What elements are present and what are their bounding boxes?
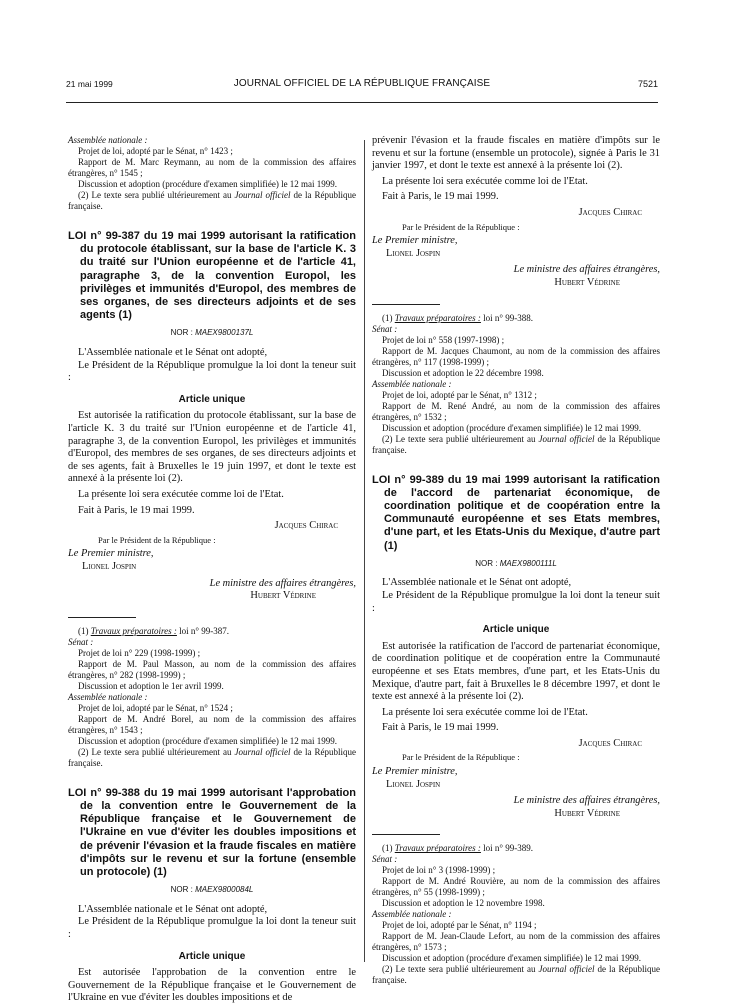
senat-label: Sénat : <box>372 323 398 334</box>
article-text: Est autorisée la ratification de l'accord de partenariat économique, de coordination politique et de coopération entre la Communauté européenne et ses Etats membres, d'une part, et les Etats-Unis du Mexique, d'autre part, fait à Bruxelles le 8 décembre 1997, et dont le texte est annexé à la présente loi (2). <box>372 640 660 703</box>
text-span: (1) <box>382 312 395 323</box>
intro-promulgation: Le Président de la République promulgue la loi dont la teneur suit : <box>68 916 356 940</box>
by-president: Par le Président de la République : <box>402 221 520 232</box>
article-text: Est autorisée l'approbation de la convention entre le Gouvernement de la République française et le Gouvernement de l'Ukraine en vue d'éviter les doubles impositions et de <box>68 967 356 1004</box>
text-span: Travaux préparatoires : <box>394 843 481 854</box>
assemblee-label: Assemblée nationale : <box>372 378 452 389</box>
text-span: loi n° 99-388. <box>480 312 534 323</box>
text-span: Travaux préparatoires : <box>394 312 481 323</box>
execution-clause: La présente loi sera exécutée comme loi de l'Etat. <box>382 706 588 718</box>
note-line: Discussion et adoption le 1er avril 1999. <box>78 680 224 691</box>
text-span: Journal officiel <box>234 746 291 757</box>
law-title: LOI n° 99-388 du 19 mai 1999 autorisant l'approbation de la convention entre le Gouvernement de la République française et le Gouvernement de l'Ukraine en vue d'éviter les doubles impositions et de prévenir l'évasion et la fraude fiscales en matière d'impôts sur le revenu et sur la fortune (ensemble un protocole) (1) <box>68 786 356 878</box>
done-at: Fait à Paris, le 19 mai 1999. <box>382 191 499 203</box>
done-at: Fait à Paris, le 19 mai 1999. <box>78 504 195 516</box>
pm-name: Lionel Jospin <box>82 560 137 572</box>
execution-clause: La présente loi sera exécutée comme loi de l'Etat. <box>382 175 588 187</box>
page-header <box>66 79 658 95</box>
pm-title: Le Premier ministre, <box>372 766 458 778</box>
pm-name: Lionel Jospin <box>386 778 441 790</box>
intro-adopted: L'Assemblée nationale et le Sénat ont adopté, <box>78 903 268 915</box>
signature-president: Jacques Chirac <box>578 737 642 749</box>
article-text-continued: prévenir l'évasion et la fraude fiscales en matière d'impôts sur le revenu et sur la fortune (ensemble un protocole), signée à Paris le 31 janvier 1997, et dont le texte est annexé à la présente loi (2). <box>372 135 660 172</box>
note-line: Rapport de M. Paul Masson, au nom de la commission des affaires étrangères, n° 282 (1998-1999) ; <box>68 658 356 680</box>
note-line: Projet de loi, adopté par le Sénat, n° 1423 ; <box>78 146 233 156</box>
signature-president: Jacques Chirac <box>274 520 338 532</box>
note-line: Discussion et adoption (procédure d'examen simplifiée) le 12 mai 1999. <box>382 422 642 433</box>
text-span: (2) Le texte sera publié ultérieurement au <box>78 746 235 757</box>
note-line: Projet de loi, adopté par le Sénat, n° 1312 ; <box>382 389 537 400</box>
by-president: Par le Président de la République : <box>98 534 216 545</box>
footnote-rule <box>68 617 136 618</box>
article-heading: Article unique <box>178 393 246 405</box>
footnotes <box>372 843 660 986</box>
assemblee-label: Assemblée nationale : <box>372 909 452 920</box>
note-line: Rapport de M. Jean-Claude Lefort, au nom de la commission des affaires étrangères, n° 1573 ; <box>372 931 660 953</box>
text-span: (2) Le texte sera publié ultérieurement au <box>382 964 539 975</box>
footnote-rule <box>372 304 440 305</box>
footnotes <box>372 313 660 456</box>
left-column <box>68 135 356 1005</box>
note-line: Projet de loi, adopté par le Sénat, n° 1524 ; <box>78 702 233 713</box>
senat-label: Sénat : <box>372 854 398 865</box>
previous-law-notes <box>68 135 356 212</box>
by-president: Par le Président de la République : <box>402 752 520 763</box>
page-number: 7521 <box>637 79 658 89</box>
text-span: Journal officiel <box>538 964 595 975</box>
intro-promulgation: Le Président de la République promulgue la loi dont la teneur suit : <box>372 589 660 614</box>
intro-adopted: L'Assemblée nationale et le Sénat ont adopté, <box>382 577 572 589</box>
minister-title: Le ministre des affaires étrangères, <box>513 795 660 807</box>
law-99-388 <box>68 787 356 1005</box>
done-at: Fait à Paris, le 19 mai 1999. <box>382 722 499 734</box>
text-span: de la République française. <box>68 746 356 768</box>
assemblee-label: Assemblée nationale : <box>68 691 148 702</box>
note-line: Rapport de M. René André, au nom de la commission des affaires étrangères, n° 1532 ; <box>372 400 660 422</box>
text-span: Journal officiel <box>538 433 595 444</box>
text-span: de la République française. <box>372 964 660 986</box>
signature-president: Jacques Chirac <box>578 206 642 218</box>
law-title: LOI n° 99-389 du 19 mai 1999 autorisant la ratification de l'accord de partenariat économique, de coordination politique et de coopération entre la Communauté européenne et ses Etats membres, d'une part, et les Etats-Unis du Mexique, d'autre part (1) <box>372 473 660 552</box>
assemblee-label: Assemblée nationale : <box>68 135 148 145</box>
senat-label: Sénat : <box>68 636 94 647</box>
nor-reference: NOR : MAEX9800137L <box>170 328 254 338</box>
text-span: de la République française. <box>372 433 660 455</box>
article-heading: Article unique <box>482 624 550 636</box>
footnote-2 <box>372 964 660 986</box>
law-99-388-continued <box>372 135 660 456</box>
note-line: Discussion et adoption le 12 novembre 1998. <box>382 898 545 909</box>
law-99-387 <box>68 230 356 769</box>
law-title: LOI n° 99-387 du 19 mai 1999 autorisant la ratification du protocole établissant, sur la base de l'article K. 3 du traité sur l'Union européenne et de l'article 41, paragraphe 3, de la convention Europol, les privilèges et immunités d'Europol, des membres de ses organes, de ses directeurs adjoints et de ses agents (1) <box>68 230 356 322</box>
text-span: loi n° 99-387. <box>176 625 230 636</box>
text-span: (1) <box>78 625 91 636</box>
law-99-389 <box>372 474 660 987</box>
text-span: MAEX9800111L <box>499 558 557 568</box>
note-line: Rapport de M. Jacques Chaumont, au nom de la commission des affaires étrangères, n° 117 (1998-1999) ; <box>372 345 660 367</box>
intro-promulgation: Le Président de la République promulgue la loi dont la teneur suit : <box>68 359 356 384</box>
minister-title: Le ministre des affaires étrangères, <box>209 577 356 589</box>
minister-name: Hubert Védrine <box>554 807 620 819</box>
footnote-rule <box>372 834 440 835</box>
note-line: Discussion et adoption (procédure d'examen simplifiée) le 12 mai 1999. <box>382 953 642 964</box>
note-line: Projet de loi n° 229 (1998-1999) ; <box>78 647 201 658</box>
pm-title: Le Premier ministre, <box>68 548 154 560</box>
column-divider <box>364 140 365 962</box>
text-span: MAEX9800084L <box>195 885 254 895</box>
minister-name: Hubert Védrine <box>554 276 620 288</box>
minister-title: Le ministre des affaires étrangères, <box>513 264 660 276</box>
note-line: Discussion et adoption (procédure d'examen simplifiée) le 12 mai 1999. <box>78 735 338 746</box>
text-span: NOR : <box>475 558 500 568</box>
issue-date: 21 mai 1999 <box>66 79 113 89</box>
text-span: (1) <box>382 843 395 854</box>
note-line: Rapport de M. André Rouvière, au nom de la commission des affaires étrangères, n° 55 (1998-1999) ; <box>372 876 660 898</box>
pm-title: Le Premier ministre, <box>372 235 458 247</box>
note-line: Projet de loi, adopté par le Sénat, n° 1194 ; <box>382 920 537 931</box>
execution-clause: La présente loi sera exécutée comme loi de l'Etat. <box>78 488 284 500</box>
text-span: (2) Le texte sera publié ultérieurement au <box>382 433 539 444</box>
header-rule <box>66 102 658 103</box>
note-line: Rapport de M. André Borel, au nom de la commission des affaires étrangères, n° 1543 ; <box>68 713 356 735</box>
footnotes <box>68 626 356 769</box>
journal-title: JOURNAL OFFICIEL DE LA RÉPUBLIQUE FRANÇAISE <box>233 78 491 89</box>
note-line: Discussion et adoption le 22 décembre 1998. <box>382 367 544 378</box>
nor-reference <box>68 884 356 897</box>
footnote-2 <box>68 747 356 769</box>
footnote-1 <box>372 313 660 324</box>
note-line: Projet de loi n° 3 (1998-1999) ; <box>382 865 496 876</box>
right-column <box>372 135 660 986</box>
text-span: NOR : <box>170 885 196 895</box>
footnote-1 <box>68 626 356 637</box>
footnote-2: (2) Le texte sera publié ultérieurement au Journal officiel de la République française. <box>68 190 356 211</box>
note-line: Projet de loi n° 558 (1997-1998) ; <box>382 334 505 345</box>
footnote-1 <box>372 843 660 854</box>
footnote-2 <box>372 434 660 456</box>
note-line: Rapport de M. Marc Reymann, au nom de la commission des affaires étrangères, n° 1545 ; <box>68 157 356 178</box>
note-line: Discussion et adoption (procédure d'examen simplifiée) le 12 mai 1999. <box>78 179 338 189</box>
text-span: loi n° 99-389. <box>480 843 534 854</box>
pm-name: Lionel Jospin <box>386 247 441 259</box>
minister-name: Hubert Védrine <box>250 590 316 602</box>
text-span: Travaux préparatoires : <box>90 625 177 636</box>
intro-adopted: L'Assemblée nationale et le Sénat ont adopté, <box>78 347 268 359</box>
article-heading: Article unique <box>178 950 246 962</box>
article-text: Est autorisée la ratification du protocole établissant, sur la base de l'article K. 3 du traité sur l'Union européenne et de l'article 41, paragraphe 3, de la convention Europol, les privilèges et immunités d'Europol, des membres de ses organes, de ses directeurs adjoints et de ses agents, fait à Bruxelles le 19 juin 1997, et dont le texte est annexé à la présente loi (2). <box>68 410 356 485</box>
nor-reference <box>372 558 660 571</box>
